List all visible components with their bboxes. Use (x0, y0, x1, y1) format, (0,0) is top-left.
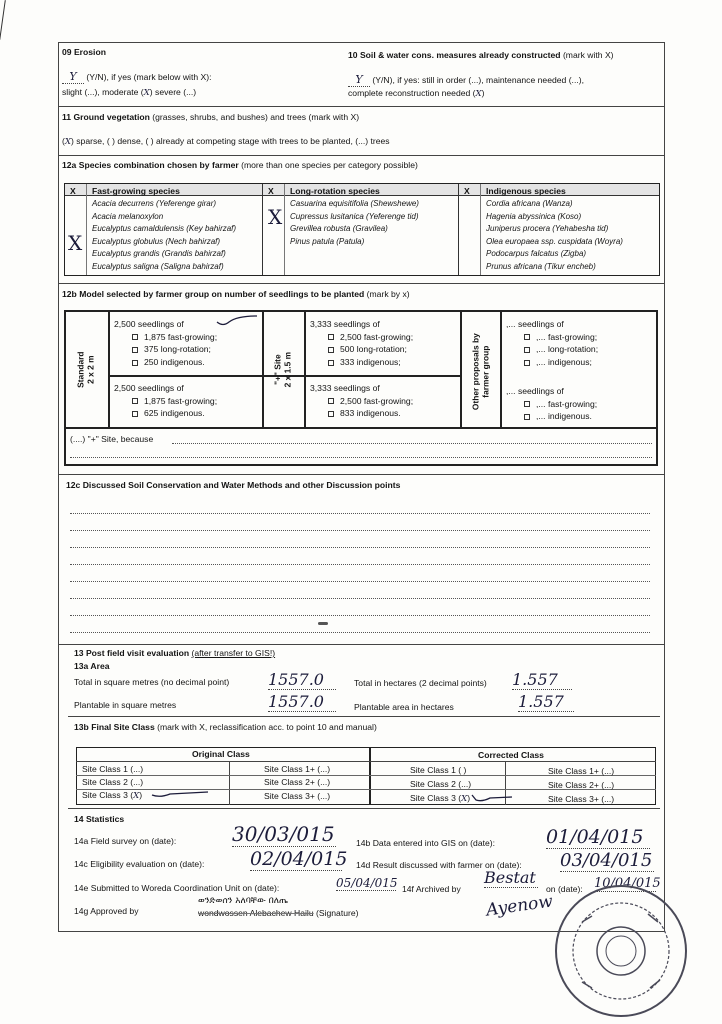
class-cell[interactable]: Site Class 1+ (...) (264, 764, 331, 774)
official-stamp (552, 882, 690, 1020)
corrected-class-check (470, 792, 515, 804)
species-item: Acacia melanoxylon (92, 211, 164, 221)
divider (58, 106, 665, 107)
section-09-title: 09 Erosion (62, 47, 106, 57)
discussed-date[interactable]: 03/04/015 (560, 850, 653, 871)
species-item: Eucalyptus grandis (Grandis bahirzaf) (92, 249, 226, 259)
submitted-label: 14e Submitted to Woreda Coordination Unit on (date): (74, 883, 280, 893)
approver-amharic: ወንድወሰን አለባቸው በለጤ (198, 896, 288, 906)
discussion-line[interactable] (70, 564, 650, 565)
corrected-class-header: Corrected Class (478, 750, 544, 760)
ha-value[interactable]: 1.557 (512, 670, 572, 690)
discussion-line[interactable] (70, 615, 650, 616)
plus-site-label: "+" Site 2 x 1.5 m (272, 351, 292, 388)
divider (68, 716, 660, 717)
discussion-line[interactable] (70, 632, 650, 633)
class-cell[interactable]: Site Class 1 ( ) (410, 765, 467, 775)
col-x-3: X (464, 186, 470, 196)
col-x-1: X (70, 186, 76, 196)
field-survey-label: 14a Field survey on (date): (74, 836, 177, 846)
species-item: Podocarpus falcatus (Zigba) (486, 249, 587, 259)
vegetation-mark[interactable]: X (64, 137, 71, 147)
approved-label: 14g Approved by (74, 906, 139, 916)
eligibility-date[interactable]: 02/04/015 (250, 848, 348, 870)
ha-label: Total in hectares (2 decimal points) (354, 678, 487, 688)
other-option-2[interactable]: ,... seedlings of ,... fast-growing; ,... indigenous. (506, 386, 598, 422)
species-item: Olea europaea ssp. cuspidata (Woyra) (486, 236, 623, 246)
submitted-date[interactable]: 05/04/015 (336, 876, 398, 890)
section-12b-title: 12b Model selected by farmer group on number of seedlings to be planted (mark by x) (62, 289, 410, 299)
original-class-header: Original Class (192, 749, 250, 759)
gis-entry-label: 14b Data entered into GIS on (date): (356, 838, 496, 848)
class-cell[interactable]: Site Class 2+ (...) (548, 780, 615, 790)
other-proposals-label: Other proposals by farmer group (470, 333, 490, 411)
section-11-title: 11 Ground vegetation (grasses, shrubs, and bushes) and trees (mark with X) (62, 112, 360, 122)
species-item: Hagenia abyssinica (Koso) (486, 211, 582, 221)
section-09-line2: slight (...), moderate (X) severe (...) (62, 87, 197, 98)
long-species-mark[interactable]: X (268, 205, 283, 229)
other-option-1[interactable]: ,... seedlings of ,... fast-growing; ,... long-rotation; ,... indigenous; (506, 319, 599, 367)
discussion-line[interactable] (70, 530, 650, 531)
plus-option-2[interactable]: 3,333 seedlings of 2,500 fast-growing; 833 indigenous. (310, 383, 414, 419)
class-cell[interactable]: Site Class 3+ (...) (548, 794, 615, 804)
sqm-label: Total in square metres (no decimal point) (74, 677, 230, 687)
fast-species-list (92, 198, 236, 274)
col-line (284, 184, 285, 275)
species-item: Casuarina equisitifolia (Shewshewe) (290, 199, 419, 208)
section-12a-title: 12a Species combination chosen by farmer (more than one species per category possible) (62, 160, 418, 170)
model-grid (500, 310, 502, 427)
col-x-2: X (268, 186, 274, 196)
section-13b-title: 13b Final Site Class (mark with X, reclassification acc. to point 10 and manual) (74, 722, 377, 732)
erosion-mark[interactable]: Y (62, 70, 84, 84)
archived-by[interactable]: Bestat (484, 868, 538, 888)
archived-on-label: on (date): (546, 884, 583, 894)
standard-option-2[interactable]: 2,500 seedlings of 1,875 fast-growing; 625 indigenous. (114, 383, 218, 419)
section-09-line1: Y (Y/N), if yes (mark below with X): (62, 70, 212, 84)
original-class-check (150, 788, 210, 800)
gis-entry-date[interactable]: 01/04/015 (546, 826, 650, 849)
write-line (70, 457, 652, 458)
plus-option-1[interactable]: 3,333 seedlings of 2,500 fast-growing; 500 long-rotation; 333 indigenous; (310, 319, 414, 367)
class-cell[interactable]: Site Class 3 (X) (410, 793, 471, 804)
section-12c-title: 12c Discussed Soil Conservation and Water Methods and other Discussion points (66, 480, 401, 490)
class-grid (369, 747, 371, 805)
species-item: Eucalyptus camaldulensis (Key bahirzaf) (92, 224, 237, 234)
class-grid (229, 761, 230, 805)
swc-mark[interactable]: Y (348, 73, 370, 87)
class-cell[interactable]: Site Class 2+ (...) (264, 777, 331, 787)
ground-vegetation-line: (X) sparse, ( ) dense, ( ) already at competing stage with trees to be planted, (...) trees (62, 136, 390, 147)
approver-signature[interactable]: Ayenow (484, 891, 555, 921)
model-grid (108, 310, 110, 427)
plantable-sqm-label: Plantable in square metres (74, 700, 177, 710)
discussed-label: 14d Result discussed with farmer on (date): (356, 860, 522, 870)
section-10-line1: Y (Y/N), if yes: still in order (...), maintenance needed (...), (348, 73, 584, 87)
divider (58, 155, 665, 156)
discussion-line[interactable] (70, 513, 650, 514)
standard-check-mark (215, 312, 260, 328)
section-10-title: 10 Soil & water cons. measures already constructed (mark with X) (348, 50, 614, 60)
class-grid (76, 761, 656, 762)
plantable-ha-label: Plantable area in hectares (354, 702, 454, 712)
species-item: Cordia africana (Wanza) (486, 199, 573, 208)
class-cell[interactable]: Site Class 1+ (...) (548, 766, 615, 776)
col-line (458, 184, 459, 275)
species-item: Eucalyptus saligna (Saligna bahirzaf) (92, 261, 224, 271)
species-item: Grevillea robusta (Gravilea) (290, 224, 388, 234)
col-indig-header: Indigenous species (486, 186, 566, 196)
plantable-sqm-value[interactable]: 1557.0 (268, 692, 336, 712)
species-item: Juniperus procera (Yehabesha tid) (486, 224, 609, 234)
long-species-list (290, 198, 419, 248)
scan-speck (318, 622, 328, 625)
write-line (172, 443, 652, 444)
col-line (86, 184, 87, 275)
divider (58, 474, 665, 475)
divider (68, 808, 660, 809)
col-long-header: Long-rotation species (290, 186, 380, 196)
standard-label: Standard 2 x 2 m (75, 351, 95, 388)
field-survey-date[interactable]: 30/03/015 (232, 822, 335, 846)
section-10-line2: complete reconstruction needed (X) (348, 88, 485, 99)
species-item: Pinus patula (Patula) (290, 236, 365, 246)
species-item: Acacia decurrens (Yeferenge girar) (92, 199, 217, 208)
sqm-value[interactable]: 1557.0 (268, 670, 336, 690)
species-item: Eucalyptus globulus (Nech bahirzaf) (92, 236, 221, 246)
model-grid (460, 310, 462, 427)
class-cell[interactable]: Site Class 2 (...) (410, 779, 472, 789)
class-cell[interactable]: Site Class 3+ (...) (264, 791, 331, 801)
col-line (262, 184, 263, 275)
col-fast-header: Fast-growing species (92, 186, 180, 196)
plantable-ha-value[interactable]: 1.557 (518, 692, 574, 712)
col-line (480, 184, 481, 275)
indig-species-list (486, 198, 623, 274)
approver-name: wondwossen Alebachew Hailu (Signature) (198, 908, 359, 918)
section-13a-title: 13a Area (74, 661, 110, 671)
discussion-line[interactable] (70, 598, 650, 599)
divider (58, 283, 665, 284)
scan-edge (0, 0, 6, 40)
section-14-title: 14 Statistics (74, 814, 125, 824)
class-cell[interactable]: Site Class 3 (X) (82, 790, 143, 801)
discussion-line[interactable] (70, 581, 650, 582)
class-cell[interactable]: Site Class 2 (...) (82, 777, 144, 787)
divider (58, 644, 665, 645)
standard-option-1[interactable]: 2,500 seedlings of 1,875 fast-growing; 375 long-rotation; 250 indigenous. (114, 319, 218, 367)
archived-date[interactable]: 10/04/015 (594, 876, 661, 891)
archived-label: 14f Archived by (402, 884, 461, 894)
model-grid (262, 310, 264, 427)
species-item: Prunus africana (Tikur encheb) (486, 261, 596, 271)
plus-site-because: (....) "+" Site, because (70, 434, 154, 444)
eligibility-label: 14c Eligibility evaluation on (date): (74, 859, 205, 869)
species-item: Cupressus lusitanica (Yeferenge tid) (290, 211, 419, 221)
model-grid (64, 427, 658, 429)
section-13-title: 13 Post field visit evaluation (after transfer to GIS!) (74, 648, 276, 658)
model-grid (304, 310, 306, 427)
discussion-line[interactable] (70, 547, 650, 548)
class-cell[interactable]: Site Class 1 (...) (82, 764, 144, 774)
fast-species-mark[interactable]: X (68, 231, 83, 255)
